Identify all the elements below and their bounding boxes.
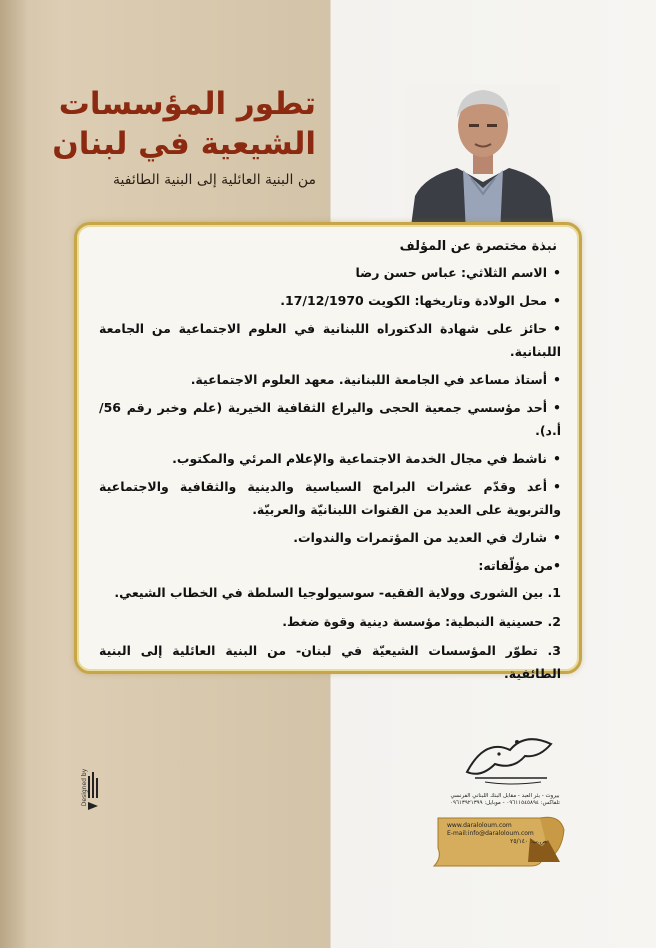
book-subtitle: من البنية العائلية إلى البنية الطائفية bbox=[113, 172, 316, 188]
bio-item-text: أعد وقدّم عشرات البرامج السياسية والدينية والثقافية والاجتماعية والتربوية على العديد من القنوات اللبنانيّة والعربيّة. bbox=[99, 479, 561, 517]
publisher-address-line: بيروت - بئر العبد - مقابل البنك اللبناني الفرنسي bbox=[450, 793, 560, 799]
bio-item: •أعد وقدّم عشرات البرامج السياسية والدينية والثقافية والاجتماعية والتربوية على العديد من القنوات اللبنانيّة والعربيّة. bbox=[99, 479, 561, 517]
spine-shadow bbox=[0, 0, 26, 948]
book-title-line-2: الشيعية في لبنان bbox=[52, 126, 316, 162]
work-item: 2. حسينية النبطية: مؤسسة دينية وقوة ضغط. bbox=[282, 614, 561, 629]
author-photo bbox=[405, 84, 560, 234]
publisher-website-link[interactable]: www.daraloloum.com bbox=[447, 822, 512, 829]
publisher-address bbox=[435, 793, 575, 807]
publisher-email-link[interactable]: E-mail:info@daraloloum.com bbox=[447, 830, 534, 837]
works-heading-text: من مؤلّفاته: bbox=[478, 558, 553, 573]
publisher-po-box: ص.ب: ٢٥/١٤٠ bbox=[510, 838, 547, 845]
bio-item: •محل الولادة وتاريخها: الكويت 17/12/1970. bbox=[280, 293, 561, 308]
bio-item: •الاسم الثلاثي: عباس حسن رضا bbox=[355, 265, 561, 280]
bio-item-text: أستاذ مساعد في الجامعة اللبنانية. معهد العلوم الاجتماعية. bbox=[190, 372, 547, 387]
publisher-phone-line: تلفاكس: ٠٩٦١١٥٤٥٨٩٤ - موبايل: ٠٩٦١٣٩٢١٣٩٩ bbox=[450, 800, 560, 806]
bio-item: •أستاذ مساعد في الجامعة اللبنانية. معهد العلوم الاجتماعية. bbox=[190, 372, 561, 387]
bio-item-text: أحد مؤسسي جمعية الحجى واليراع الثقافية الخيرية (علم وخبر رقم 56/أ.د). bbox=[99, 400, 561, 438]
works-heading: •من مؤلّفاته: bbox=[478, 558, 561, 573]
bio-item-text: شارك في العديد من المؤتمرات والندوات. bbox=[293, 530, 547, 545]
bio-list bbox=[99, 261, 561, 691]
book-title-line-1: تطور المؤسسات bbox=[58, 86, 316, 122]
publisher-logo bbox=[455, 728, 565, 788]
publisher-contact bbox=[447, 822, 547, 846]
bio-item-text: محل الولادة وتاريخها: الكويت 17/12/1970. bbox=[280, 293, 547, 308]
bio-item-text: حائز على شهادة الدكتوراه اللبنانية في العلوم الاجتماعية من الجامعة اللبنانية. bbox=[99, 321, 561, 359]
author-bio-panel bbox=[74, 222, 582, 681]
bio-item-text: الاسم الثلاثي: عباس حسن رضا bbox=[355, 265, 547, 280]
work-item: 3. تطوّر المؤسسات الشيعيّة في لبنان- من البنية العائلية إلى البنية الطائفية. bbox=[99, 643, 561, 681]
bio-heading: نبذة مختصرة عن المؤلف bbox=[399, 239, 557, 254]
bio-item: •ناشط في مجال الخدمة الاجتماعية والإعلام المرئي والمكتوب. bbox=[172, 451, 561, 466]
bio-item: •أحد مؤسسي جمعية الحجى واليراع الثقافية الخيرية (علم وخبر رقم 56/أ.د). bbox=[99, 400, 561, 438]
designer-label: Designed by bbox=[81, 768, 89, 807]
bio-item: •شارك في العديد من المؤتمرات والندوات. bbox=[293, 530, 561, 545]
bio-item-text: ناشط في مجال الخدمة الاجتماعية والإعلام المرئي والمكتوب. bbox=[172, 451, 547, 466]
bio-item: •حائز على شهادة الدكتوراه اللبنانية في العلوم الاجتماعية من الجامعة اللبنانية. bbox=[99, 321, 561, 359]
book-title bbox=[26, 84, 316, 164]
work-item: 1. بين الشورى وولاية الفقيه- سوسيولوجيا السلطة في الخطاب الشيعي. bbox=[114, 585, 561, 600]
